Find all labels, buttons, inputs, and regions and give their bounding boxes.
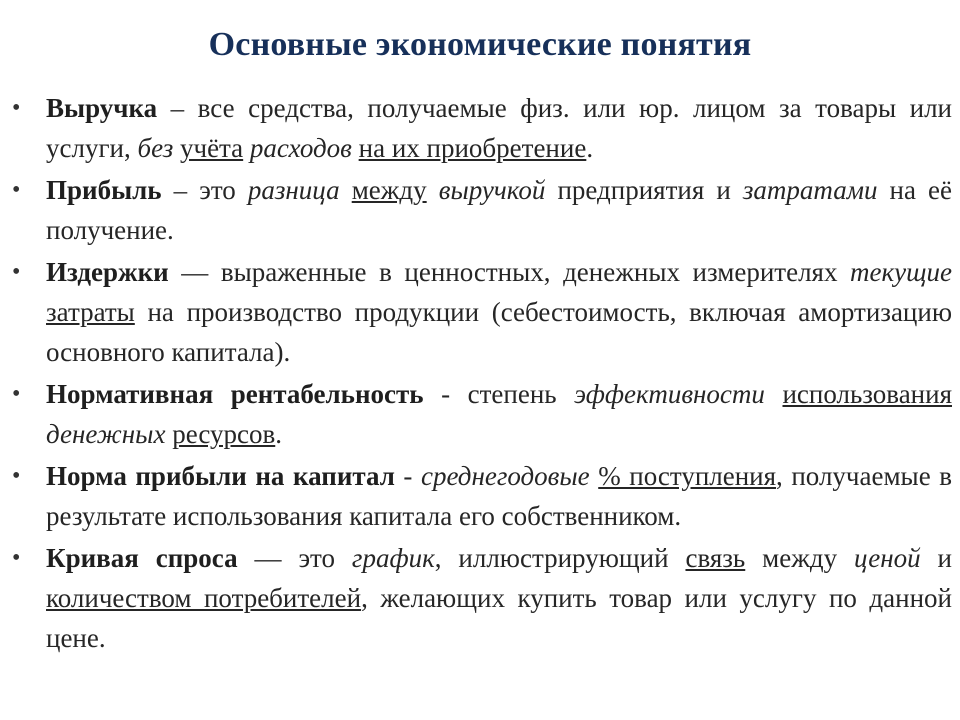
definition-text: - [394,461,421,491]
definition-underline: количеством потребителей [46,583,362,613]
bullet-icon: • [12,545,21,571]
definition-text: , желающих купить товар или услугу по данной цене. [46,583,952,653]
definition-emphasis: среднегодовые [420,461,590,491]
definition-emphasis: разница [247,175,352,205]
list-item [12,170,952,250]
definition-text: на её получение. [46,175,953,245]
definition-text: - степень [423,379,575,409]
definition-emphasis: график [351,543,435,573]
definition-emphasis: без [137,133,180,163]
slide-title: Основные экономические понятия [208,26,752,63]
definition-underline: между [351,175,427,205]
definition-emphasis: затратами [742,175,878,205]
term-label: Нормативная рентабельность [46,379,424,409]
definition-emphasis: текущие [850,257,952,287]
definition-text: между [745,543,855,573]
definition-text: — это [237,543,352,573]
definition-underline: использования [782,379,952,409]
definition-text: – все средства, получаемые физ. или юр. лицом за товары или услуги, [46,93,952,163]
definition-underline: на их приобретение [358,133,587,163]
definition-emphasis: денежных [46,419,166,449]
term-label: Прибыль [46,175,162,205]
definition-underline: ресурсов [172,419,276,449]
bullet-icon: • [12,259,21,285]
list-item [12,252,952,372]
definition-text: предприятия и [545,175,743,205]
definition-text [765,379,783,409]
definition-underline: учёта [179,133,244,163]
definition-text: . [275,419,282,449]
definition-text [590,461,599,491]
definition-emphasis: эффективности [574,379,765,409]
definition-text: , иллюстрирующий [434,543,686,573]
bullet-icon: • [12,177,21,203]
definition-emphasis: выручкой [426,175,546,205]
list-item [12,538,952,658]
definition-underline: связь [685,543,746,573]
definition-emphasis: расходов [243,133,359,163]
definition-text: на производство продукции (себестоимость, включая амортизацию основного капитала). [46,297,952,367]
definition-text: . [586,133,594,163]
definition-underline: затраты [46,297,135,327]
term-label: Выручка [46,93,158,123]
list-item [12,374,952,454]
definition-text: – это [161,175,248,205]
definitions-list [12,88,952,660]
definition-text: — выраженные в ценностных, денежных измерителях [168,257,851,287]
definition-underline: % поступления [598,461,777,491]
bullet-icon: • [12,381,21,407]
list-item [12,88,952,168]
definition-text: , получаемые в результате использования капитала его собственником. [46,461,952,531]
bullet-icon: • [12,95,21,121]
term-label: Норма прибыли на капитал [46,461,395,491]
bullet-icon: • [12,463,21,489]
term-label: Издержки [46,257,169,287]
list-item [12,456,952,536]
term-label: Кривая спроса [46,543,238,573]
definition-emphasis: ценой [854,543,921,573]
definition-text: и [920,543,952,573]
